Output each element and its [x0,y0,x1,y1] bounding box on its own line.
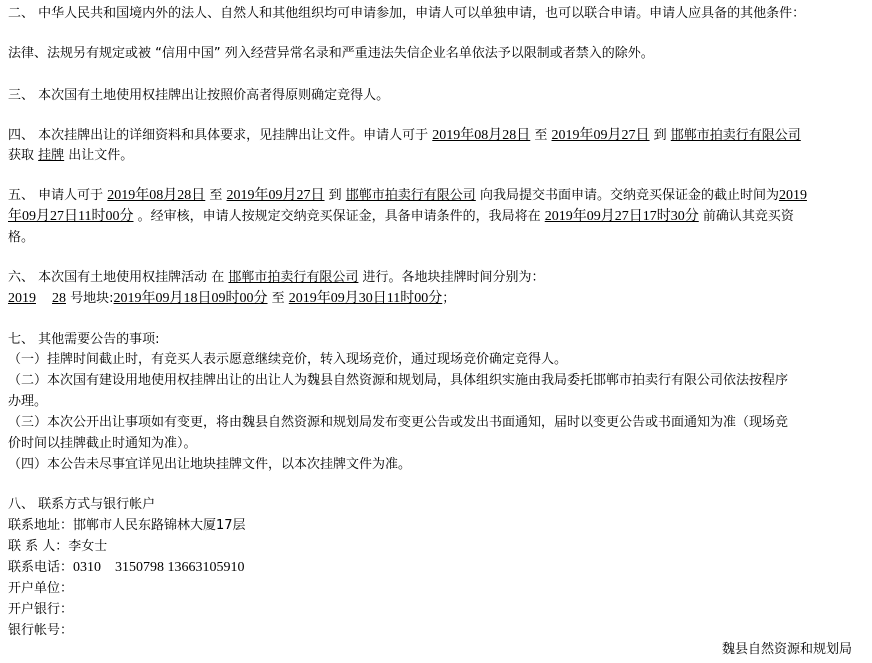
section-4-dao: 到 [649,128,671,143]
section-6-plot-year: 2019 [8,291,36,306]
section-4-end-date: 2019年09月27日 [551,128,650,143]
section-7-item-4: （四）本公告未尽事宜详见出让地块挂牌文件，以本次挂牌文件为准。 [8,457,412,472]
section-5-line-2-end: 前确认其竞买资 [698,209,794,224]
section-7-item-2-line-2: 办理。 [8,394,48,409]
contact-person-line [8,537,107,557]
section-7-item-1: （一）挂牌时间截止时，有竞买人表示愿意继续竞价，转入现场竞价，通过现场竞价确定竞得人。 [8,352,568,367]
section-6-suffix: 进行。各地块挂牌时间分别为： [358,270,545,285]
section-7-item-3-line-2: 价时间以挂牌截止时通知为准）。 [8,436,197,451]
section-4-line-2-c: 出让文件。 [64,148,134,163]
section-6-plot-label: 号地块: [66,291,114,306]
section-5-mid: 向我局提交书面申请。交纳竞买保证金的截止时间为 [475,188,779,203]
section-4-line-2-b: 挂牌 [38,148,65,163]
section-4-to: 至 [530,128,552,143]
contact-address-label: 联系地址： [8,518,74,533]
section-2-line-2: 法律、法规另有规定或被 “信用中国” 列入经营异常名录和严重违法失信企业名单依法予以限制或者禁入的除外。 [8,46,654,61]
account-unit-label: 开户单位： [8,581,74,596]
section-6-plot-to: 至 [267,291,289,306]
section-6-plot-line [8,289,455,309]
section-3-line-1: 三、 本次国有土地使用权挂牌出让按照价高者得原则确定竞得人。 [8,88,390,103]
account-bank-label: 开户银行： [8,602,74,617]
section-2-line-1: 二、 中华人民共和国境内外的法人、自然人和其他组织均可申请参加，申请人可以单独申请，也可以联合申请。申请人应具备的其他条件： [8,6,806,21]
section-4-prefix: 四、 本次挂牌出让的详细资料和具体要求，见挂牌出让文件。申请人可于 [8,128,433,143]
section-5-end-date: 2019年09月27日 [226,188,325,203]
section-5-deadline-year: 2019 [778,188,807,203]
contact-address-line [8,516,246,536]
section-5-deadline-rest: 年09月27日11时00分 [8,209,134,224]
section-5-to: 至 [205,188,227,203]
section-5-org: 邯郸市拍卖行有限公司 [345,188,476,203]
section-6-plot-end: 2019年09月30日11时00分 [288,291,443,306]
section-6-org: 邯郸市拍卖行有限公司 [228,270,359,285]
section-7-item-3-line-1: （三）本次公开出让事项如有变更，将由魏县自然资源和规划局发布变更公告或发出书面通知，届时以变更公告或书面通知为准（现场竞 [8,415,789,430]
section-5-start-date: 2019年08月28日 [107,188,206,203]
section-7-item-2-line-1: （二）本次国有建设用地使用权挂牌出让的出让人为魏县自然资源和规划局，具体组织实施由我局委托邯郸市拍卖行有限公司依法按程序 [8,373,789,388]
section-4-org: 邯郸市拍卖行有限公司 [670,128,801,143]
section-7-title: 七、 其他需要公告的事项: [8,332,160,347]
contact-phone-line [8,558,245,578]
section-8-title: 八、 联系方式与银行帐户 [8,497,156,512]
section-4-line-2-a: 获取 [8,148,39,163]
section-5-line-2 [8,207,794,227]
section-4-line-2 [8,146,133,166]
section-4-start-date: 2019年08月28日 [432,128,531,143]
contact-phone-label: 联系电话： [8,560,74,575]
account-number-label: 银行帐号： [8,623,74,638]
section-5-dao: 到 [324,188,346,203]
contact-person: 李女士 [68,539,108,554]
contact-address: 邯郸市人民东路锦林大厦17层 [73,518,246,533]
section-5-line-3: 格。 [8,230,35,245]
section-5-line-2-mid: 。经审核，申请人按规定交纳竞买保证金，具备申请条件的，我局将在 [133,209,545,224]
section-4-line-1 [8,126,801,146]
section-6-plot-start: 2019年09月18日09时00分 [113,291,268,306]
section-6-plot-number: 28 [52,291,66,306]
section-6-plot-tail: ； [442,291,456,306]
section-5-line-1 [8,186,807,206]
section-6-prefix: 六、 本次国有土地使用权挂牌活动 在 [8,270,229,285]
issuer-signature: 魏县自然资源和规划局 [721,642,852,657]
section-6-line-1 [8,268,545,288]
section-5-prefix: 五、 申请人可于 [8,188,108,203]
contact-person-label: 联 系 人： [8,539,69,554]
section-5-confirm-time: 2019年09月27日17时30分 [544,209,699,224]
contact-phone: 0310 3150798 13663105910 [73,560,245,575]
